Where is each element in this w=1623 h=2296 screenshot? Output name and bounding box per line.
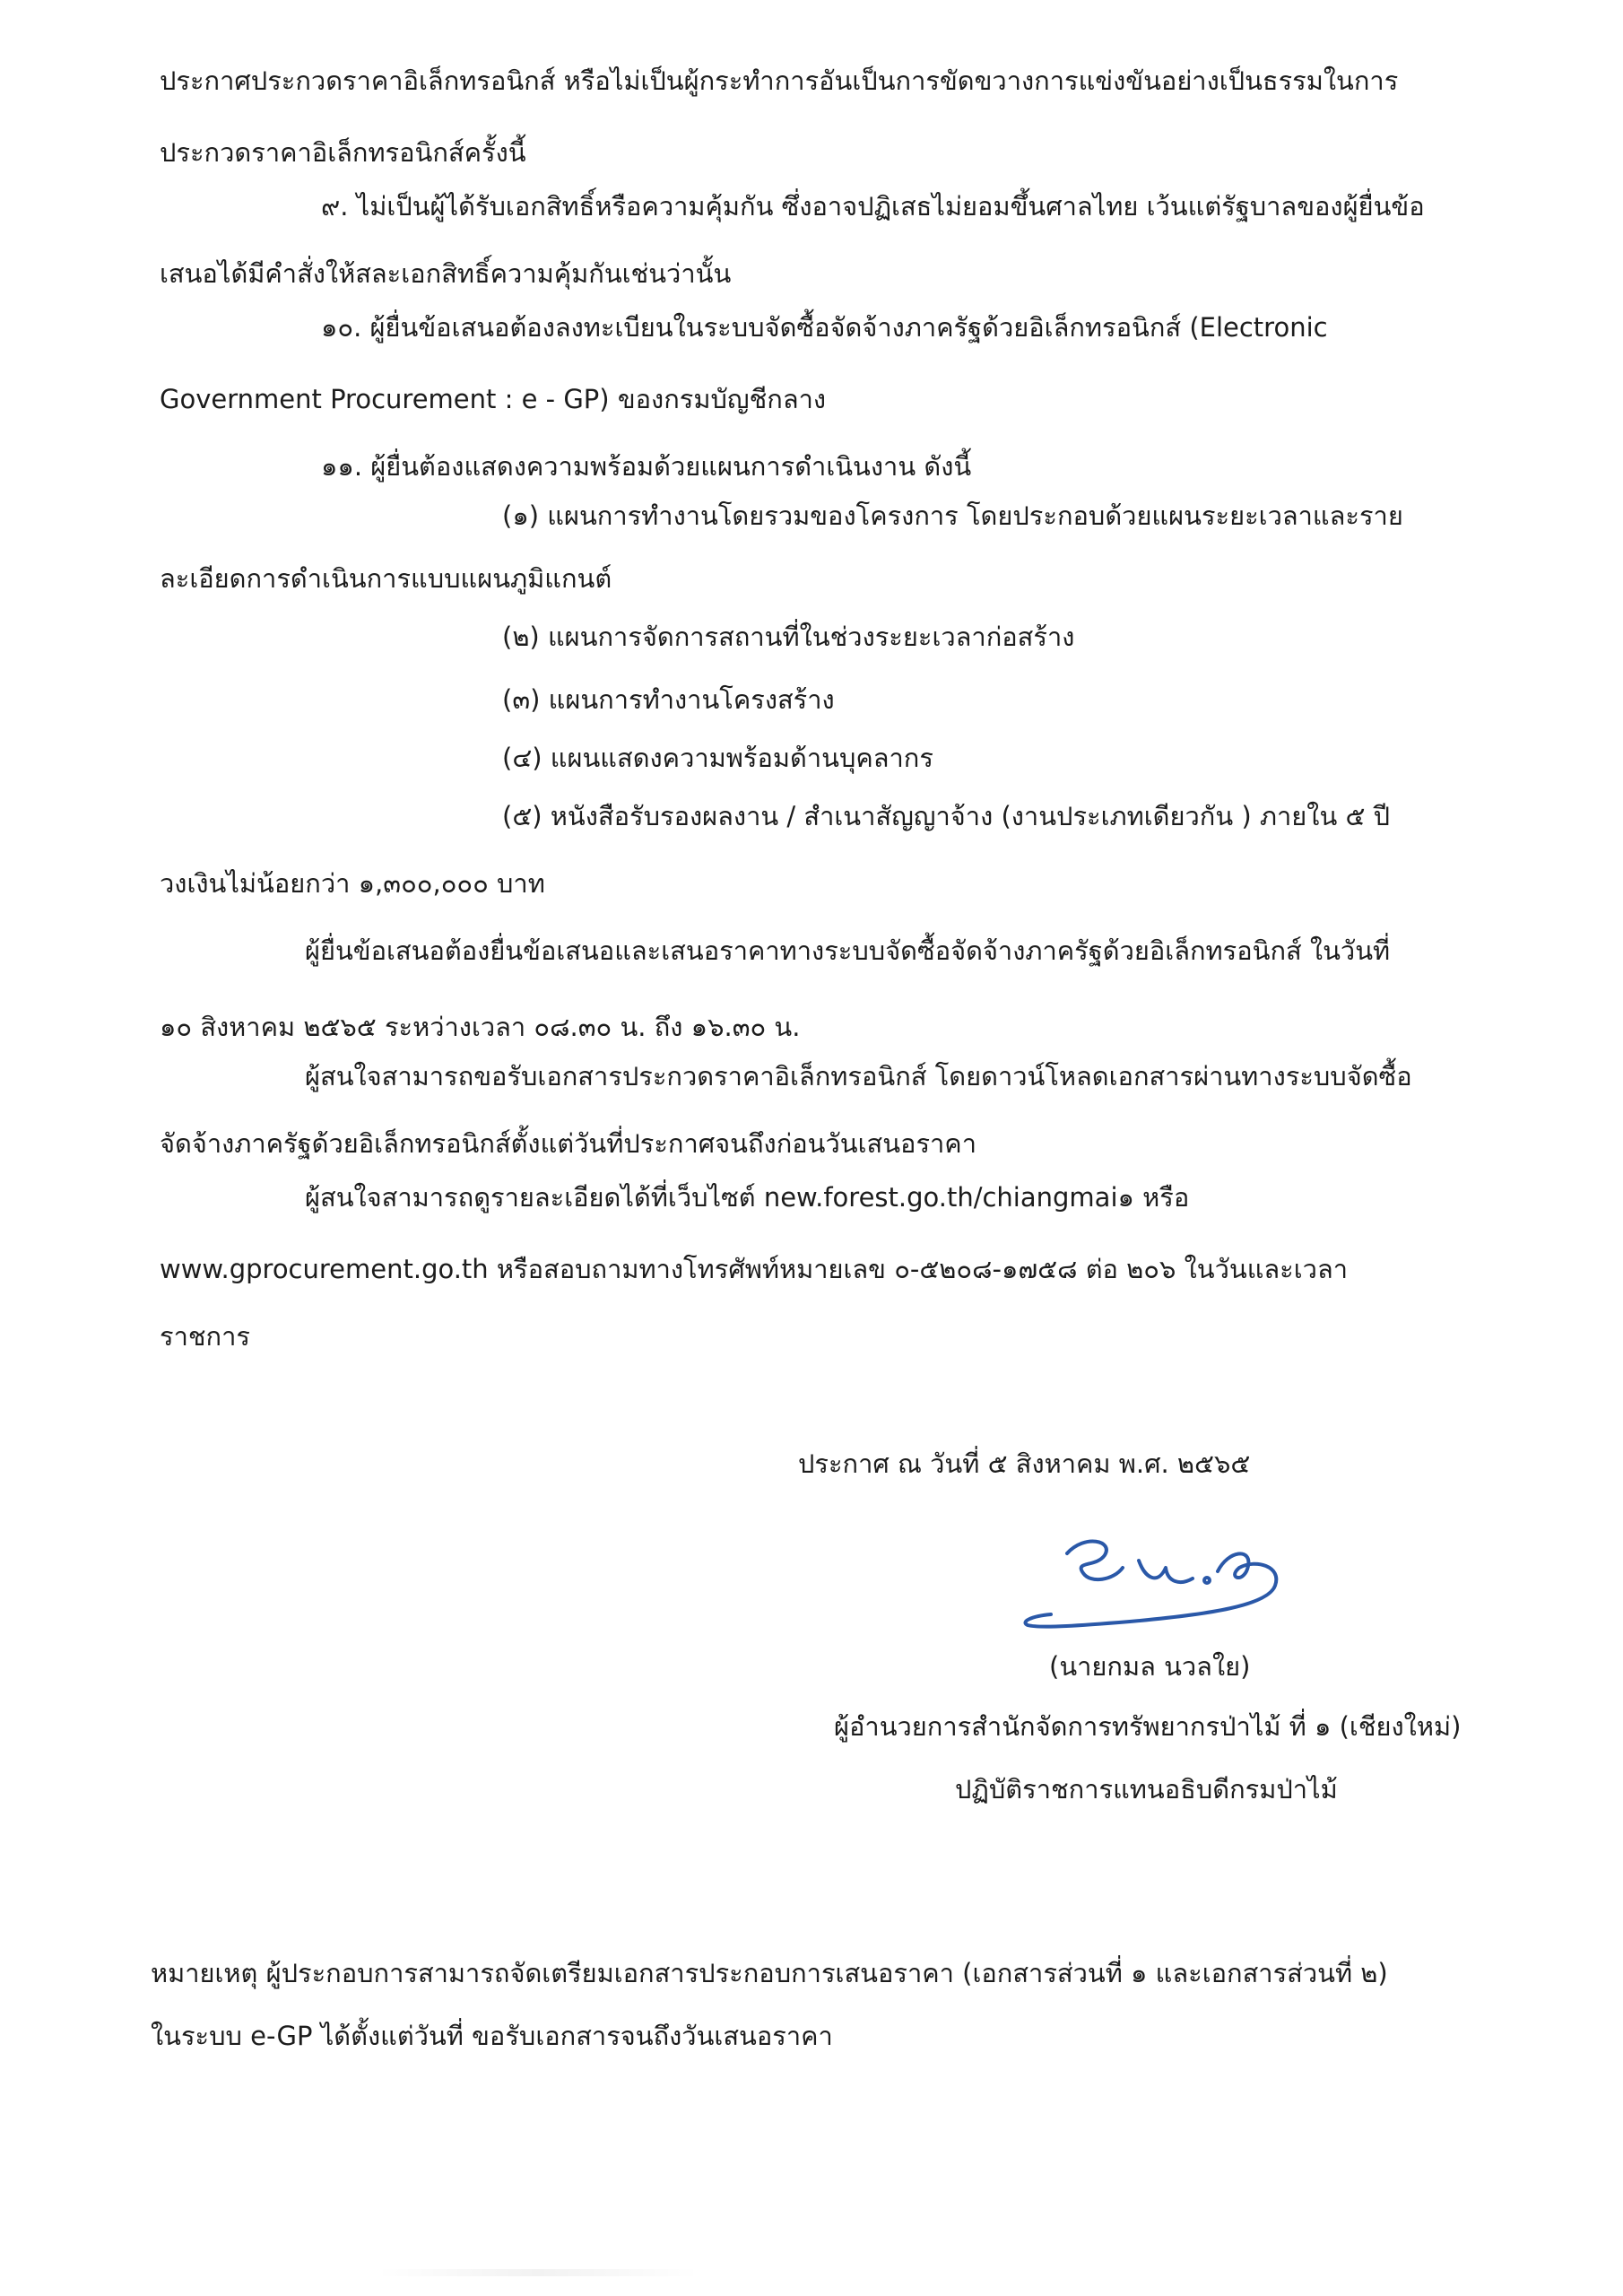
sub-item-1: (๑) แผนการทำงานโดยรวมของโครงการ โดยประกอบด้วยแผนระยะเวลาและราย bbox=[502, 500, 1403, 531]
sub-item-5: (๕) หนังสือรับรองผลงาน / สำเนาสัญญาจ้าง (งานประเภทเดียวกัน ) ภายใน ๕ ปี bbox=[502, 801, 1391, 831]
body-line-1: ประกาศประกวดราคาอิเล็กทรอนิกส์ หรือไม่เป็นผู้กระทำการอันเป็นการขัดขวางการแข่งขันอย่างเป็นธรรมในการ bbox=[160, 65, 1399, 96]
signature-icon bbox=[1013, 1516, 1318, 1650]
scan-mark bbox=[377, 2269, 699, 2276]
body-line-2: ประกวดราคาอิเล็กทรอนิกส์ครั้งนี้ bbox=[160, 137, 526, 168]
sub-item-2: (๒) แผนการจัดการสถานที่ในช่วงระยะเวลาก่อสร้าง bbox=[502, 622, 1075, 652]
website-info: ผู้สนใจสามารถดูรายละเอียดได้ที่เว็บไซต์ new.forest.go.th/chiangmai๑ หรือ bbox=[305, 1182, 1190, 1213]
document-request: ผู้สนใจสามารถขอรับเอกสารประกวดราคาอิเล็กทรอนิกส์ โดยดาวน์โหลดเอกสารผ่านทางระบบจัดซื้อ bbox=[305, 1061, 1412, 1091]
body-line-9: ละเอียดการดำเนินการแบบแผนภูมิแกนต์ bbox=[160, 563, 612, 594]
contact-info: www.gprocurement.go.th หรือสอบถามทางโทรศัพท์หมายเลข ๐-๕๒๐๘-๑๗๕๘ ต่อ ๒๐๖ ในวันและเวลา bbox=[160, 1254, 1349, 1284]
body-line-4: เสนอได้มีคำสั่งให้สละเอกสิทธิ์ความคุ้มกันเช่นว่านั้น bbox=[160, 258, 732, 289]
body-line-6: Government Procurement : e - GP) ของกรมบัญชีกลาง bbox=[160, 384, 827, 414]
body-line-21: ราชการ bbox=[160, 1321, 250, 1352]
clause-10: ๑๐. ผู้ยื่นข้อเสนอต้องลงทะเบียนในระบบจัดซื้อจัดจ้างภาครัฐด้วยอิเล็กทรอนิกส์ (Electronic bbox=[321, 312, 1328, 343]
announce-date: ประกาศ ณ วันที่ ๕ สิงหาคม พ.ศ. ๒๕๖๕ bbox=[798, 1448, 1251, 1479]
sub-item-3: (๓) แผนการทำงานโครงสร้าง bbox=[502, 684, 835, 715]
signer-acting: ปฏิบัติราชการแทนอธิบดีกรมป่าไม้ bbox=[955, 1774, 1338, 1805]
clause-11: ๑๑. ผู้ยื่นต้องแสดงความพร้อมด้วยแผนการดำเนินงาน ดังนี้ bbox=[321, 451, 972, 482]
clause-9: ๙. ไม่เป็นผู้ได้รับเอกสิทธิ์หรือความคุ้มกัน ซึ่งอาจปฏิเสธไม่ยอมขึ้นศาลไทย เว้นแต่รัฐบาลของผู้ยื่นข้อ bbox=[321, 191, 1425, 222]
signer-name: (นายกมล นวลใย) bbox=[1049, 1651, 1251, 1682]
note-line-2: ในระบบ e-GP ได้ตั้งแต่วันที่ ขอรับเอกสารจนถึงวันเสนอราคา bbox=[151, 2021, 833, 2051]
body-line-18: จัดจ้างภาครัฐด้วยอิเล็กทรอนิกส์ตั้งแต่วันที่ประกาศจนถึงก่อนวันเสนอราคา bbox=[160, 1128, 976, 1159]
body-line-14: วงเงินไม่น้อยกว่า ๑,๓๐๐,๐๐๐ บาท bbox=[160, 868, 545, 899]
sub-item-4: (๔) แผนแสดงความพร้อมด้านบุคลากร bbox=[502, 743, 933, 773]
submission-paragraph: ผู้ยื่นข้อเสนอต้องยื่นข้อเสนอและเสนอราคาทางระบบจัดซื้อจัดจ้างภาครัฐด้วยอิเล็กทรอนิกส์ ในวันที่ bbox=[305, 935, 1391, 966]
note-line-1: หมายเหตุ ผู้ประกอบการสามารถจัดเตรียมเอกสารประกอบการเสนอราคา (เอกสารส่วนที่ ๑ และเอกสารส่วนที่ ๒) bbox=[151, 1958, 1388, 1988]
signer-position: ผู้อำนวยการสำนักจัดการทรัพยากรป่าไม้ ที่ ๑ (เชียงใหม่) bbox=[834, 1711, 1462, 1742]
submission-date: ๑๐ สิงหาคม ๒๕๖๕ ระหว่างเวลา ๐๘.๓๐ น. ถึง ๑๖.๓๐ น. bbox=[160, 1012, 801, 1042]
